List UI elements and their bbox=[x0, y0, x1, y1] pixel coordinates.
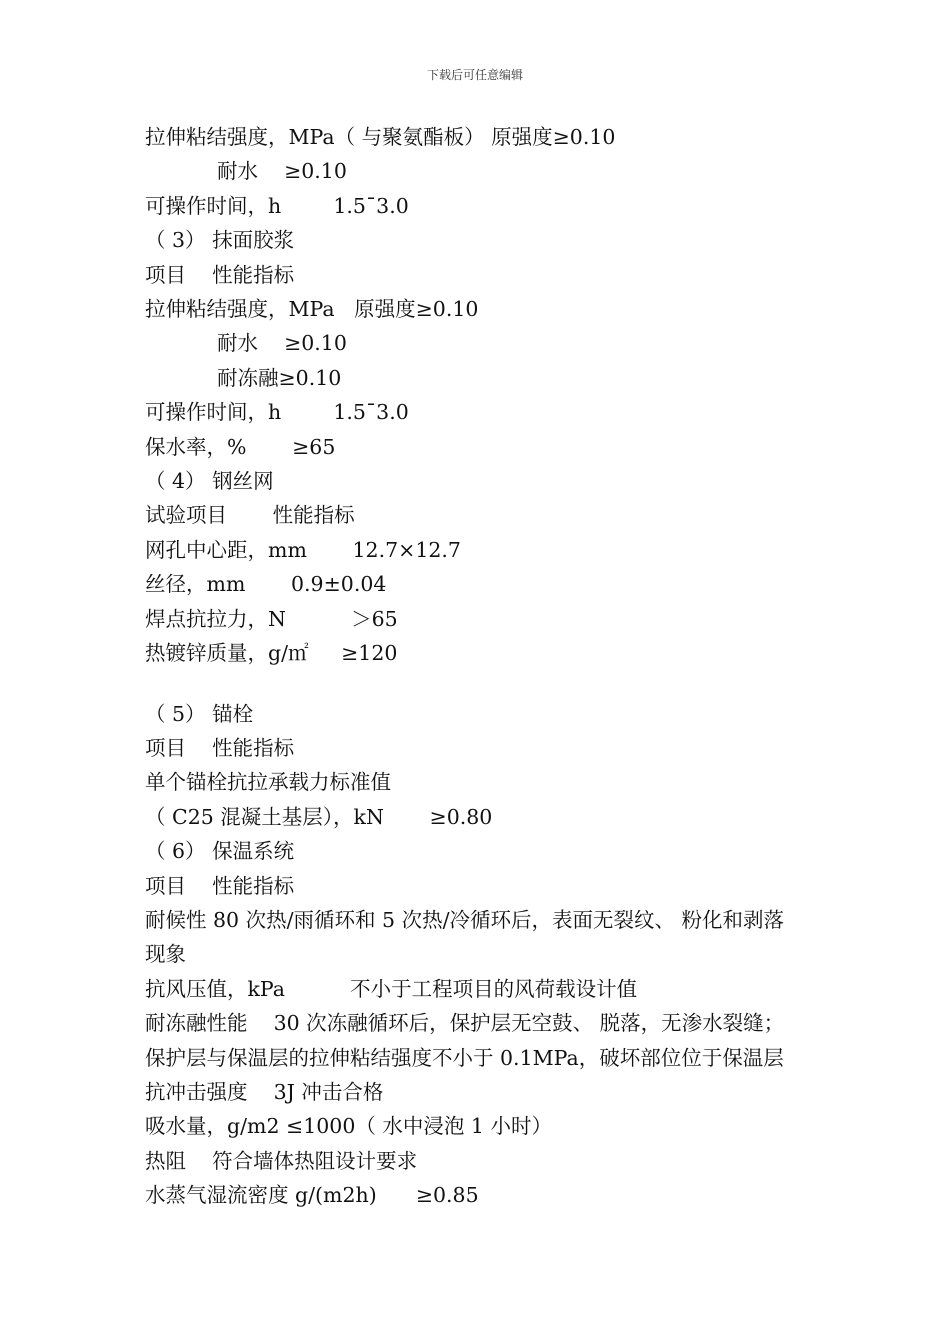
text-line: （ 3） 抹面胶浆 bbox=[145, 228, 295, 253]
text-line: 拉伸粘结强度，MPa（ 与聚氨酯板） 原强度≥0.10 bbox=[145, 125, 616, 149]
text-line: 可操作时间，h 1.5¯3.0 bbox=[145, 193, 409, 218]
text-line: 丝径，mm 0.9±0.04 bbox=[145, 572, 387, 597]
text-line: 项目 性能指标 bbox=[145, 735, 295, 760]
text-line: 项目 性能指标 bbox=[145, 873, 295, 898]
text-line: 吸水量，g/m2 ≤1000（ 水中浸泡 1 小时） bbox=[145, 1114, 552, 1139]
text-line: 拉伸粘结强度，MPa 原强度≥0.10 bbox=[145, 297, 479, 322]
document-body bbox=[145, 120, 865, 1213]
text-line: 热阻 符合墙体热阻设计要求 bbox=[145, 1148, 418, 1173]
text-line: 热镀锌质量，g/㎡ ≥120 bbox=[145, 641, 398, 666]
page-header: 下载后可任意编辑 bbox=[426, 68, 523, 82]
text-line: 耐水 ≥0.10 bbox=[217, 159, 347, 184]
text-line: 耐冻融≥0.10 bbox=[217, 365, 342, 390]
text-line: 项目 性能指标 bbox=[145, 262, 295, 287]
text-line: （ 6） 保温系统 bbox=[145, 839, 295, 864]
text-line: 抗风压值，kPa 不小于工程项目的风荷载设计值 bbox=[145, 976, 638, 1001]
text-line: 耐水 ≥0.10 bbox=[217, 331, 347, 356]
text-line: （ C25 混凝土基层），kN ≥0.80 bbox=[145, 804, 493, 829]
text-line: 保水率，% ≥65 bbox=[145, 434, 336, 459]
text-line: 抗冲击强度 3J 冲击合格 bbox=[145, 1079, 384, 1104]
text-line: 焊点抗拉力，N ＞65 bbox=[145, 606, 398, 631]
text-line: 保护层与保温层的拉伸粘结强度不小于 0.1MPa，破坏部位位于保温层 bbox=[145, 1045, 784, 1070]
text-line: （ 4） 钢丝网 bbox=[145, 469, 274, 494]
text-line: 可操作时间，h 1.5¯3.0 bbox=[145, 400, 409, 425]
text-line: 耐冻融性能 30 次冻融循环后，保护层无空鼓、 脱落，无渗水裂缝； bbox=[145, 1011, 785, 1036]
text-line: 单个锚栓抗拉承载力标准值 bbox=[145, 770, 391, 795]
text-line: （ 5） 锚栓 bbox=[145, 701, 254, 726]
text-line: 试验项目 性能指标 bbox=[145, 503, 355, 528]
text-line: 现象 bbox=[145, 942, 186, 967]
text-line: 耐候性 80 次热/雨循环和 5 次热/冷循环后，表面无裂纹、 粉化和剥落 bbox=[145, 907, 785, 932]
text-line: 网孔中心距，mm 12.7×12.7 bbox=[145, 537, 461, 562]
text-line: 水蒸气湿流密度 g/(m2h) ≥0.85 bbox=[145, 1183, 479, 1208]
